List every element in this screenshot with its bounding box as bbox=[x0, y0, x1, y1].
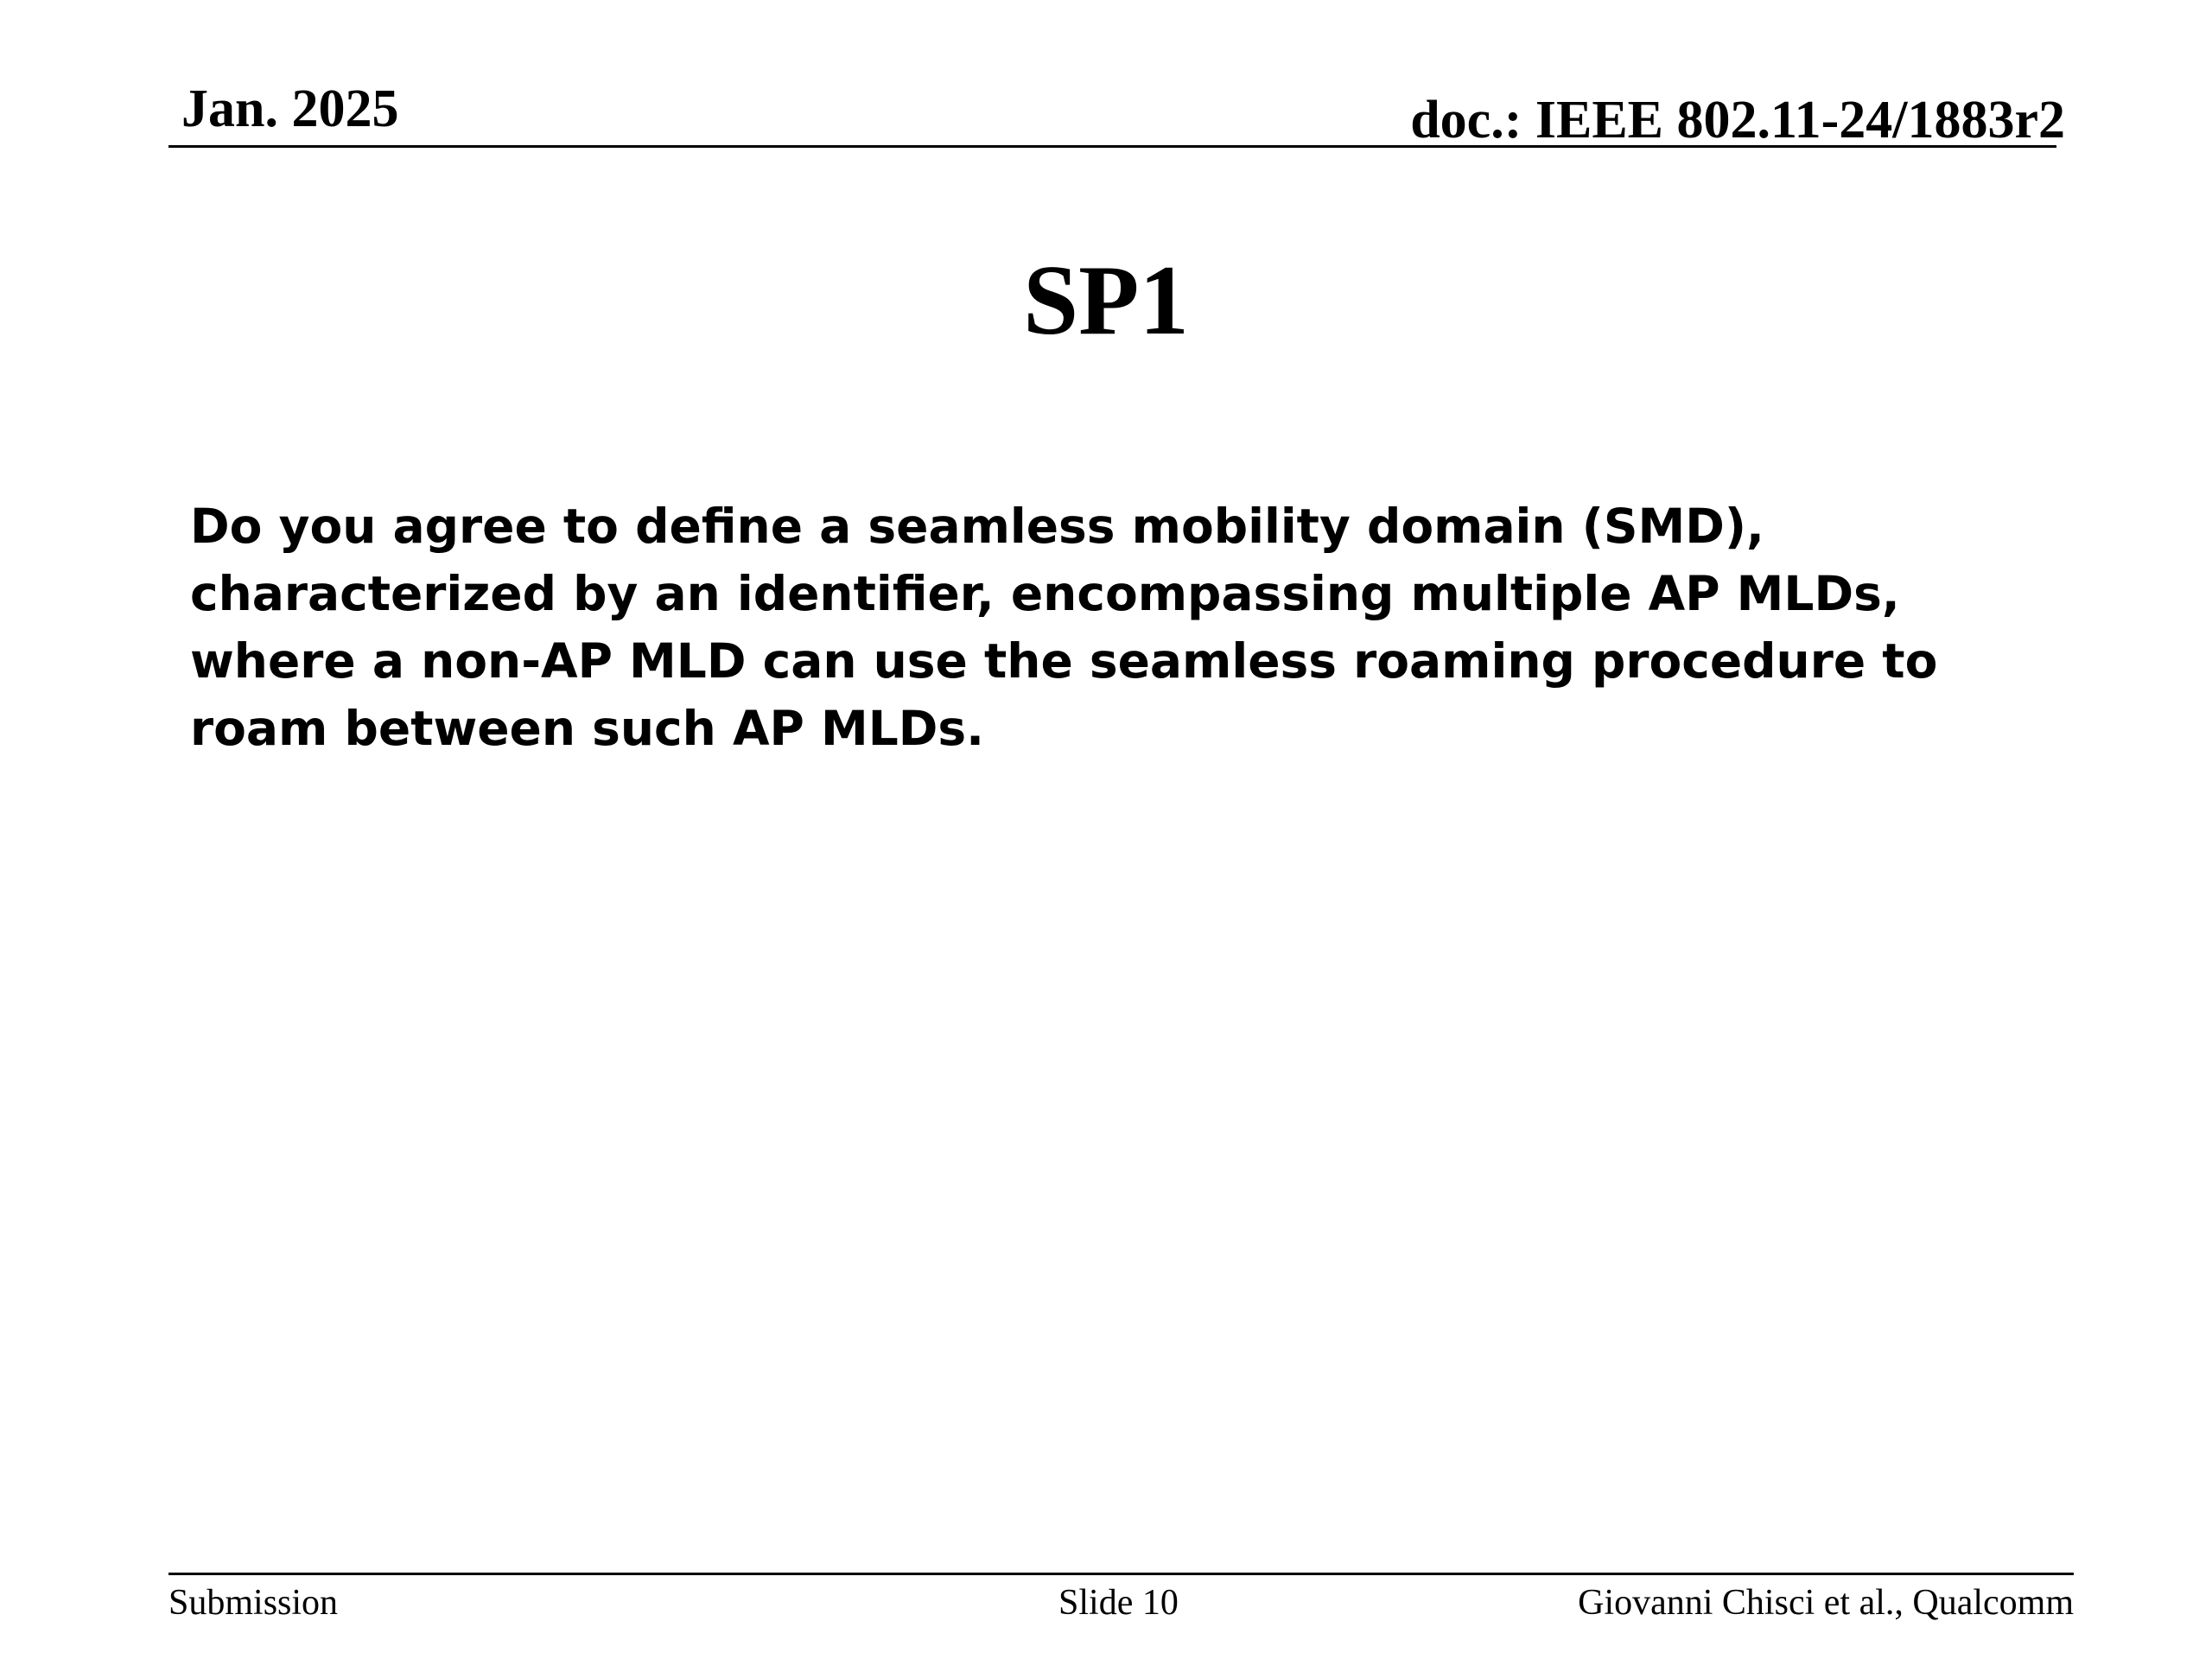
header-doc-id: doc.: IEEE 802.11-24/1883r2 bbox=[1410, 91, 2065, 149]
footer-slide-number: Slide 10 bbox=[1058, 1583, 1179, 1623]
header-date: Jan. 2025 bbox=[181, 79, 399, 138]
footer-submission: Submission bbox=[168, 1583, 339, 1623]
footer-author: Giovanni Chisci et al., Qualcomm bbox=[1578, 1583, 2074, 1623]
slide-title: SP1 bbox=[1023, 245, 1189, 355]
slide-body-text: Do you agree to define a seamless mobility domain (SMD), characterized by an identifier, encompassing multiple AP MLDs, where a non-AP MLD can use the seamless roaming procedure to roam between such AP MLDs. bbox=[190, 499, 1938, 756]
footer-divider bbox=[168, 1573, 2074, 1575]
header-divider bbox=[168, 145, 2056, 148]
